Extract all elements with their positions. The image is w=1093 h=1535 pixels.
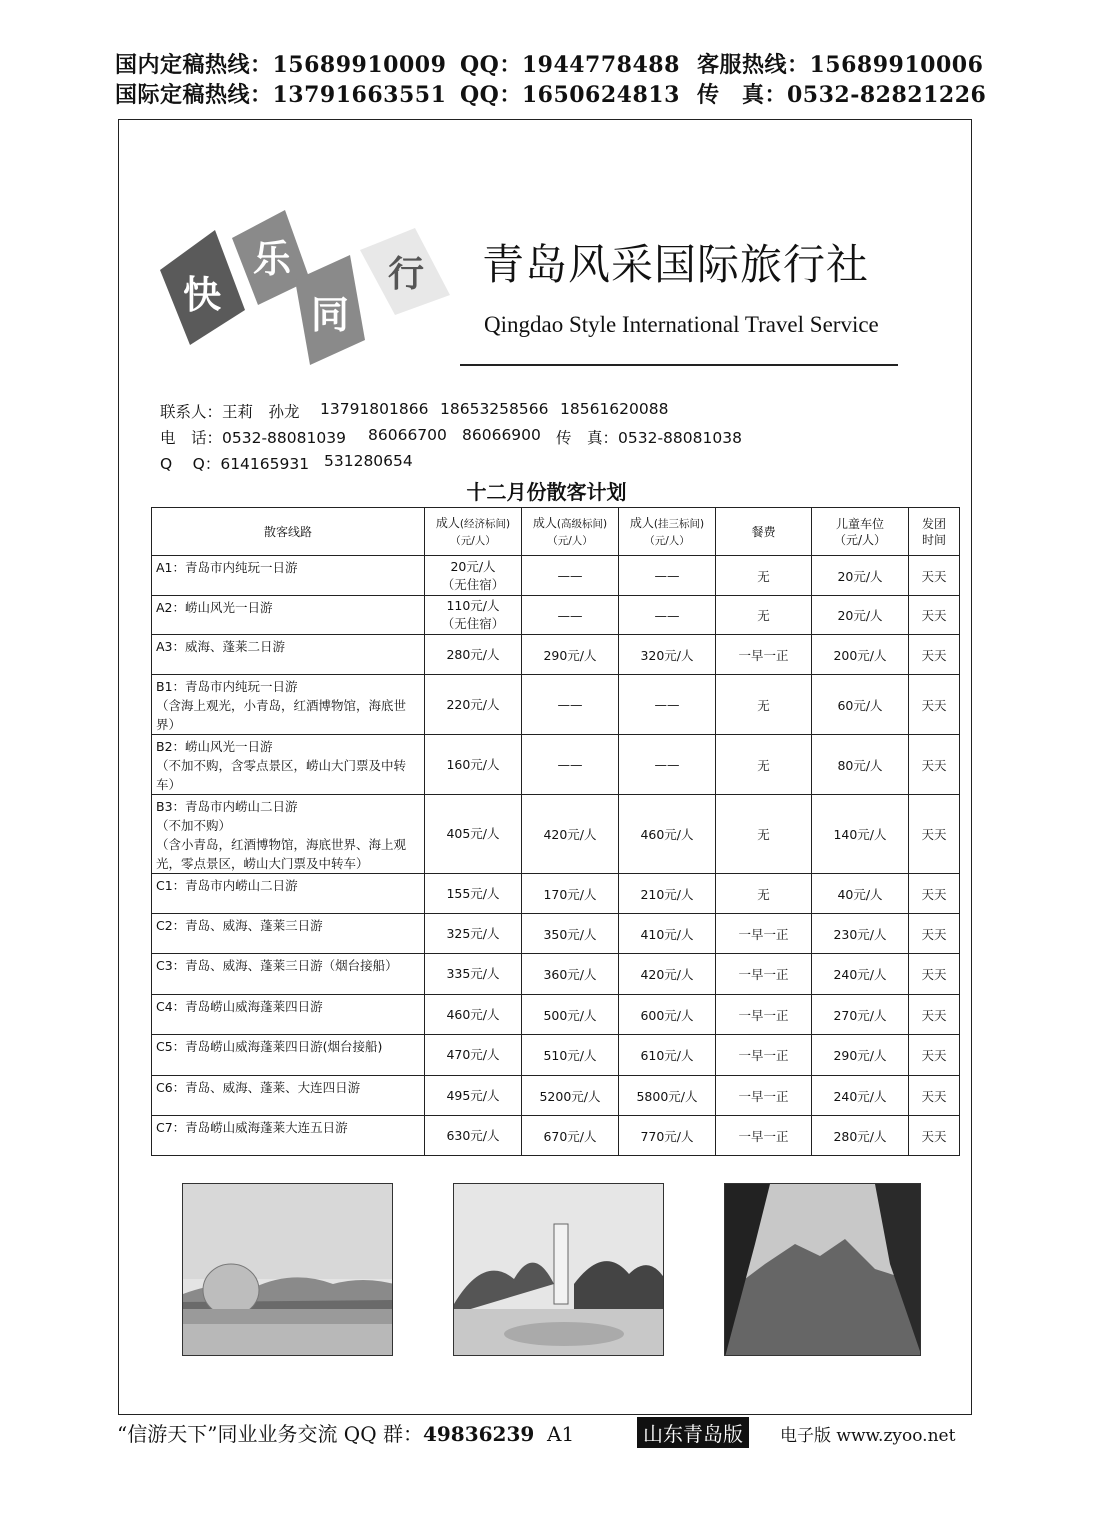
footer-page-number: A1	[547, 1422, 575, 1446]
row-route: C6：青岛、威海、蓬莱、大连四日游	[152, 1076, 425, 1116]
footer-website[interactable]: 电子版 www.zyoo.net	[780, 1426, 956, 1446]
row-route: B3：青岛市内崂山二日游 （不加不购） （含小青岛，红酒博物馆，海底世界、海上观光，零点景区，崂山大门票及中转车）	[152, 795, 425, 874]
row-premium-price: 500元/人	[522, 995, 619, 1035]
domestic-qq: QQ：1944778488	[460, 52, 680, 78]
contact-fax: 传 真：0532-88081038	[556, 429, 742, 447]
table-row	[152, 914, 960, 954]
economy-price-value: 155元/人	[446, 885, 500, 901]
photo-lighthouse-park	[453, 1183, 664, 1356]
row-economy-price	[425, 635, 522, 675]
row-child-price: 270元/人	[812, 995, 909, 1035]
table-row	[152, 556, 960, 596]
row-departure: 天天	[909, 1076, 960, 1116]
row-departure: 天天	[909, 874, 960, 914]
table-row	[152, 1035, 960, 1076]
table-row	[152, 596, 960, 635]
economy-price-value: 325元/人	[446, 925, 500, 941]
contact-mobile-2: 18653258566	[440, 400, 549, 418]
contact-people: 联系人：王莉 孙龙	[160, 403, 300, 421]
plan-title-text: 十二月份散客计划	[466, 480, 627, 504]
row-meals: 无	[716, 874, 812, 914]
row-economy-price	[425, 1035, 522, 1076]
row-route: C2：青岛、威海、蓬莱三日游	[152, 914, 425, 954]
row-premium-price: ——	[522, 675, 619, 735]
kuaile-tongxing-logo	[160, 210, 460, 370]
row-meals: 一早一正	[716, 995, 812, 1035]
economy-price-value: 110元/人	[446, 598, 500, 613]
contact-phone-3: 86066900	[462, 426, 541, 444]
row-premium-price: 170元/人	[522, 874, 619, 914]
row-departure: 天天	[909, 954, 960, 995]
row-economy-price	[425, 735, 522, 795]
row-premium-price: 510元/人	[522, 1035, 619, 1076]
international-qq: QQ：1650624813	[460, 82, 680, 108]
logo-char-4: 行	[387, 254, 425, 295]
row-premium-price: ——	[522, 596, 619, 635]
header-route: 散客线路	[152, 508, 425, 556]
row-three-star-price: 210元/人	[619, 874, 716, 914]
row-premium-price: ——	[522, 556, 619, 596]
row-economy-price	[425, 596, 522, 635]
row-three-star-price: ——	[619, 556, 716, 596]
row-economy-price	[425, 874, 522, 914]
row-meals: 一早一正	[716, 1116, 812, 1156]
row-child-price: 60元/人	[812, 675, 909, 735]
row-departure: 天天	[909, 556, 960, 596]
header-premium: 成人(高级标间) （元/人）	[522, 508, 619, 556]
row-child-price: 80元/人	[812, 735, 909, 795]
row-meals: 无	[716, 675, 812, 735]
economy-price-value: 160元/人	[446, 756, 500, 772]
tour-price-table	[151, 507, 960, 1156]
row-premium-price: ——	[522, 735, 619, 795]
row-child-price: 200元/人	[812, 635, 909, 675]
economy-price-value: 460元/人	[446, 1006, 500, 1022]
row-meals: 无	[716, 735, 812, 795]
row-departure: 天天	[909, 675, 960, 735]
row-meals: 一早一正	[716, 1076, 812, 1116]
row-three-star-price: 770元/人	[619, 1116, 716, 1156]
row-three-star-price: ——	[619, 675, 716, 735]
table-row	[152, 954, 960, 995]
row-route: A2：崂山风光一日游	[152, 596, 425, 635]
row-departure: 天天	[909, 635, 960, 675]
agency-name-en: Qingdao Style International Travel Service	[484, 312, 879, 337]
row-three-star-price: 600元/人	[619, 995, 716, 1035]
row-premium-price: 360元/人	[522, 954, 619, 995]
table-row	[152, 1116, 960, 1156]
row-child-price: 230元/人	[812, 914, 909, 954]
row-premium-price: 5200元/人	[522, 1076, 619, 1116]
row-child-price: 280元/人	[812, 1116, 909, 1156]
table-row	[152, 735, 960, 795]
header-three-star: 成人(挂三标间) （元/人）	[619, 508, 716, 556]
agency-name-cn: 青岛风采国际旅行社	[482, 240, 870, 289]
row-departure: 天天	[909, 995, 960, 1035]
row-meals: 一早一正	[716, 954, 812, 995]
photo-seaside-dome	[182, 1183, 393, 1356]
row-departure: 天天	[909, 596, 960, 635]
row-route: C1：青岛市内崂山二日游	[152, 874, 425, 914]
header-departure: 发团 时间	[909, 508, 960, 556]
row-premium-price: 290元/人	[522, 635, 619, 675]
table-row	[152, 1076, 960, 1116]
edition-badge: 山东青岛版	[637, 1417, 749, 1448]
row-child-price: 240元/人	[812, 954, 909, 995]
economy-price-note: （无住宿）	[441, 616, 505, 631]
brand-divider	[460, 364, 898, 366]
contact-phone: 电 话：0532-88081039	[160, 429, 346, 447]
row-meals: 无	[716, 556, 812, 596]
contact-mobile-1: 13791801866	[320, 400, 429, 418]
service-hotline: 客服热线：15689910006	[697, 52, 984, 78]
row-economy-price	[425, 1116, 522, 1156]
row-economy-price	[425, 795, 522, 874]
row-meals: 无	[716, 795, 812, 874]
row-three-star-price: ——	[619, 596, 716, 635]
table-row	[152, 675, 960, 735]
economy-price-value: 280元/人	[446, 646, 500, 662]
row-three-star-price: ——	[619, 735, 716, 795]
economy-price-value: 495元/人	[446, 1087, 500, 1103]
row-child-price: 20元/人	[812, 556, 909, 596]
row-child-price: 40元/人	[812, 874, 909, 914]
row-child-price: 20元/人	[812, 596, 909, 635]
row-child-price: 140元/人	[812, 795, 909, 874]
economy-price-value: 220元/人	[446, 696, 500, 712]
row-meals: 一早一正	[716, 914, 812, 954]
row-economy-price	[425, 954, 522, 995]
row-departure: 天天	[909, 735, 960, 795]
row-route: C7：青岛崂山威海蓬莱大连五日游	[152, 1116, 425, 1156]
row-departure: 天天	[909, 795, 960, 874]
contact-qq: Q Q：614165931	[160, 455, 310, 473]
logo-char-1: 快	[182, 273, 222, 317]
row-route: C4：青岛崂山威海蓬莱四日游	[152, 995, 425, 1035]
fax-hotline: 传 真：0532-82821226	[697, 82, 987, 108]
header-child: 儿童车位 （元/人）	[812, 508, 909, 556]
footer-qq-number: 49836239	[422, 1422, 535, 1446]
economy-price-value: 20元/人	[450, 558, 496, 574]
row-departure: 天天	[909, 1035, 960, 1076]
row-economy-price	[425, 995, 522, 1035]
row-premium-price: 350元/人	[522, 914, 619, 954]
row-route: C3：青岛、威海、蓬莱三日游（烟台接船）	[152, 954, 425, 995]
row-departure: 天天	[909, 1116, 960, 1156]
row-departure: 天天	[909, 914, 960, 954]
row-route: C5：青岛崂山威海蓬莱四日游(烟台接船)	[152, 1035, 425, 1076]
photo-mountain-view	[724, 1183, 921, 1356]
row-economy-price	[425, 556, 522, 596]
table-row	[152, 635, 960, 675]
international-hotline: 国际定稿热线：13791663551	[115, 82, 447, 108]
row-child-price: 290元/人	[812, 1035, 909, 1076]
domestic-hotline: 国内定稿热线：15689910009	[115, 52, 447, 78]
row-premium-price: 670元/人	[522, 1116, 619, 1156]
row-route: A3：威海、蓬莱二日游	[152, 635, 425, 675]
plan-title	[0, 476, 1093, 505]
contact-phone-2: 86066700	[368, 426, 447, 444]
row-route: A1：青岛市内纯玩一日游	[152, 556, 425, 596]
row-economy-price	[425, 675, 522, 735]
row-meals: 一早一正	[716, 635, 812, 675]
row-route: B2：崂山风光一日游 （不加不购，含零点景区，崂山大门票及中转车）	[152, 735, 425, 795]
table-row	[152, 995, 960, 1035]
row-economy-price	[425, 914, 522, 954]
logo-char-3: 同	[310, 293, 350, 337]
row-economy-price	[425, 1076, 522, 1116]
economy-price-value: 470元/人	[446, 1047, 500, 1062]
footer-qq-group	[117, 1418, 574, 1447]
row-three-star-price: 460元/人	[619, 795, 716, 874]
row-three-star-price: 420元/人	[619, 954, 716, 995]
economy-price-value: 405元/人	[446, 826, 500, 841]
economy-price-value: 335元/人	[446, 966, 500, 981]
table-row	[152, 795, 960, 874]
table-row	[152, 874, 960, 914]
header-meals: 餐费	[716, 508, 812, 556]
row-three-star-price: 320元/人	[619, 635, 716, 675]
table-header-row	[152, 508, 960, 556]
footer-left-text: “信游天下”同业业务交流 QQ 群：	[117, 1422, 423, 1446]
row-premium-price: 420元/人	[522, 795, 619, 874]
row-meals: 一早一正	[716, 1035, 812, 1076]
row-child-price: 240元/人	[812, 1076, 909, 1116]
contact-mobile-3: 18561620088	[560, 400, 669, 418]
row-three-star-price: 5800元/人	[619, 1076, 716, 1116]
row-route: B1：青岛市内纯玩一日游 （含海上观光，小青岛，红酒博物馆，海底世界）	[152, 675, 425, 735]
header-economy: 成人(经济标间) （元/人）	[425, 508, 522, 556]
logo-char-2: 乐	[252, 237, 292, 281]
row-three-star-price: 410元/人	[619, 914, 716, 954]
row-meals: 无	[716, 596, 812, 635]
contact-qq-2: 531280654	[324, 452, 413, 470]
economy-price-value: 630元/人	[446, 1127, 500, 1143]
row-three-star-price: 610元/人	[619, 1035, 716, 1076]
economy-price-note: （无住宿）	[441, 576, 505, 592]
